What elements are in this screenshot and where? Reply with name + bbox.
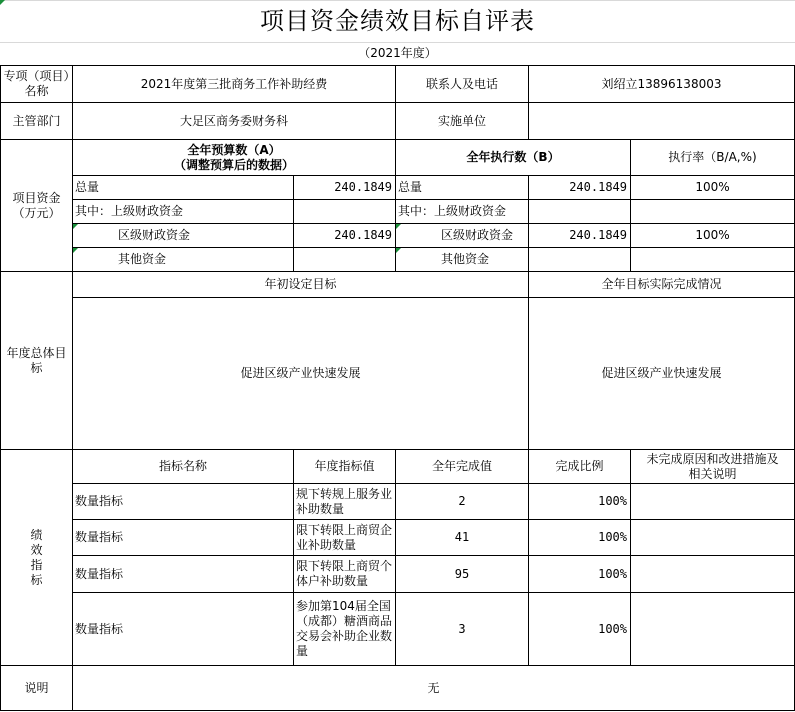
indicator-target: 规下转规上服务业补助数量 (293, 483, 396, 520)
indicator-ratio: 100% (528, 592, 631, 666)
fund-row-label-text: 区级财政资金 (118, 228, 191, 242)
funds-section-label (0, 139, 73, 272)
fund-row-label (72, 247, 294, 272)
indicator-note (630, 555, 795, 593)
impl-label: 实施单位 (395, 102, 529, 140)
exec-header: 全年执行数（B） (395, 139, 631, 176)
fund-row-budget (293, 247, 396, 272)
fund-row-exec-label: 其中：上级财政资金 (395, 199, 529, 224)
year-label: （2021年度） (358, 46, 437, 60)
goals-section-label (0, 271, 73, 450)
indicator-note (630, 592, 795, 666)
fund-row-rate: 100% (630, 223, 795, 248)
fund-row-budget (293, 199, 396, 224)
budget-header: 全年预算数（A） （调整预算后的数据） (72, 139, 396, 176)
fund-row-exec-label-text: 区级财政资金 (441, 228, 514, 242)
cell-marker (73, 224, 78, 229)
indicator-header-name: 指标名称 (72, 449, 294, 484)
fund-row-budget: 240.1849 (293, 175, 396, 200)
cell-marker (73, 248, 78, 253)
indicator-note (630, 483, 795, 520)
indicator-done: 41 (395, 519, 529, 556)
fund-row-exec (528, 199, 631, 224)
indicator-header-note: 未完成原因和改进措施及相关说明 (630, 449, 795, 484)
indicator-header-done: 全年完成值 (395, 449, 529, 484)
fund-row-label: 其中：上级财政资金 (72, 199, 294, 224)
indicator-name: 数量指标 (72, 592, 294, 666)
fund-row-label (72, 223, 294, 248)
fund-row-label-text: 其他资金 (118, 252, 167, 266)
indicator-header-ratio: 完成比例 (528, 449, 631, 484)
indicator-name: 数量指标 (72, 555, 294, 593)
dept-value: 大足区商务委财务科 (72, 102, 396, 140)
fund-row-rate: 100% (630, 175, 795, 200)
indicators-section-label: 绩 效 指 标 (0, 449, 73, 666)
contact-label: 联系人及电话 (395, 65, 529, 103)
fund-row-exec-label-text: 其他资金 (441, 252, 490, 266)
initial-goal-header: 年初设定目标 (72, 271, 529, 298)
fund-row-label: 总量 (72, 175, 294, 200)
indicator-name: 数量指标 (72, 519, 294, 556)
fund-row-rate (630, 199, 795, 224)
cell-marker (396, 248, 401, 253)
page-title: 项目资金绩效目标自评表 (260, 7, 535, 35)
indicator-ratio: 100% (528, 555, 631, 593)
remarks-value: 无 (72, 665, 795, 711)
fund-row-exec-label (395, 247, 529, 272)
cell-marker (396, 224, 401, 229)
fund-row-exec: 240.1849 (528, 223, 631, 248)
indicator-name: 数量指标 (72, 483, 294, 520)
indicator-target: 限下转限上商贸个体户补助数量 (293, 555, 396, 593)
fund-row-exec (528, 247, 631, 272)
indicator-target: 限下转限上商贸企业补助数量 (293, 519, 396, 556)
funds-section-text: 项目资金（万元） (12, 190, 61, 220)
project-name-label: 专项（项目）名称 (0, 65, 73, 103)
indicator-done: 3 (395, 592, 529, 666)
initial-goal-value: 促进区级产业快速发展 (72, 297, 529, 450)
rate-header: 执行率（B/A,%) (630, 139, 795, 176)
actual-goal-value: 促进区级产业快速发展 (528, 297, 795, 450)
indicator-target: 参加第104届全国（成都）糖酒商品交易会补助企业数量 (293, 592, 396, 666)
goals-section-text: 年度总体目标 (6, 345, 67, 375)
fund-row-exec-label: 总量 (395, 175, 529, 200)
indicator-done: 95 (395, 555, 529, 593)
indicator-note (630, 519, 795, 556)
fund-row-budget: 240.1849 (293, 223, 396, 248)
fund-row-rate (630, 247, 795, 272)
impl-value (528, 102, 795, 140)
indicator-ratio: 100% (528, 519, 631, 556)
indicator-ratio: 100% (528, 483, 631, 520)
fund-row-exec: 240.1849 (528, 175, 631, 200)
indicator-header-target: 年度指标值 (293, 449, 396, 484)
contact-value: 刘绍立13896138003 (528, 65, 795, 103)
remarks-label: 说明 (0, 665, 73, 711)
dept-label: 主管部门 (0, 102, 73, 140)
project-name-value: 2021年度第三批商务工作补助经费 (72, 65, 396, 103)
indicator-done: 2 (395, 483, 529, 520)
fund-row-exec-label (395, 223, 529, 248)
actual-goal-header: 全年目标实际完成情况 (528, 271, 795, 298)
